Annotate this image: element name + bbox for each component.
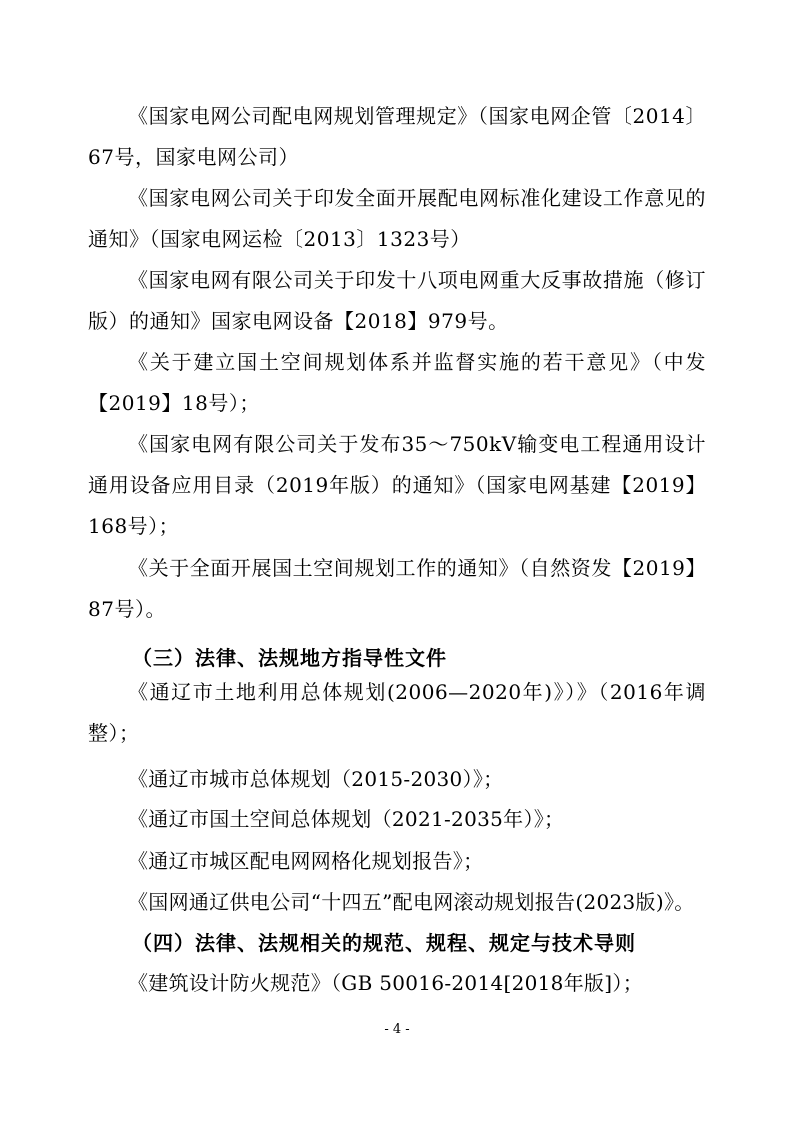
reference-item-2: 《通辽市国土空间总体规划（2021-2035年）》； — [128, 807, 565, 831]
reference-item-4: 《国网通辽供电公司“十四五”配电网滚动规划报告(2023版)》。 — [128, 890, 695, 914]
reference-item-1: 《通辽市城市总体规划（2015-2030）》； — [128, 767, 504, 791]
reference-paragraph-5: 《国家电网有限公司关于发布35～750kV输变电工程通用设计通用设备应用目录（2019年版）的通知》（国家电网基建【2019】168号）； — [88, 432, 706, 538]
reference-paragraph-4: 《关于建立国土空间规划体系并监督实施的若干意见》（中发【2019】18号）； — [88, 350, 706, 415]
section-heading-3: （三）法律、法规地方指导性文件 — [132, 646, 447, 670]
reference-paragraph-2: 《国家电网公司关于印发全面开展配电网标准化建设工作意见的通知》（国家电网运检〔2013〕1323号） — [88, 186, 706, 251]
reference-item-5: 《建筑设计防火规范》（GB 50016-2014[2018年版]）； — [128, 971, 644, 995]
reference-paragraph-6: 《关于全面开展国土空间规划工作的通知》（自然资发【2019】87号）。 — [88, 556, 706, 621]
page-number: - 4 - — [384, 1022, 410, 1037]
reference-paragraph-7: 《通辽市土地利用总体规划(2006—2020年)》）》（2016年调整）； — [88, 680, 706, 745]
reference-paragraph-3: 《国家电网有限公司关于印发十八项电网重大反事故措施（修订版）的通知》国家电网设备【2018】979号。 — [88, 268, 706, 333]
reference-paragraph-1: 《国家电网公司配电网规划管理规定》（国家电网企管〔2014〕67号，国家电网公司） — [88, 104, 706, 169]
reference-item-3: 《通辽市城区配电网网格化规划报告》； — [128, 849, 484, 873]
section-heading-4: （四）法律、法规相关的规范、规程、规定与技术导则 — [132, 931, 636, 955]
